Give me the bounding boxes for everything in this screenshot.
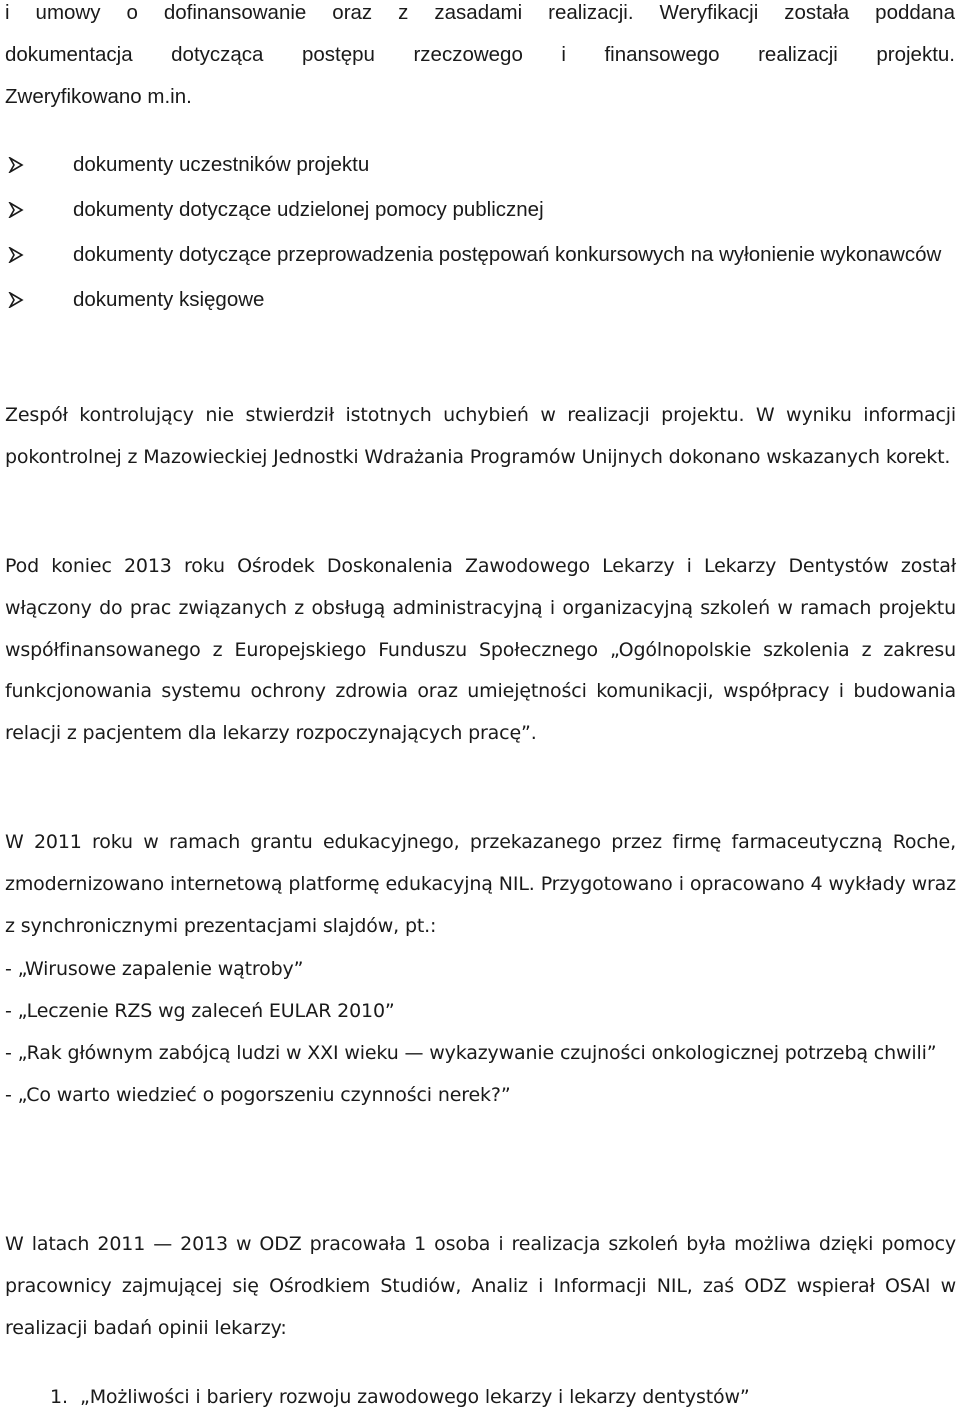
list-item xyxy=(8,189,948,234)
paragraph-text: W 2011 roku w ramach grantu edukacyjnego, przekazanego przez firmę farmaceutyczną Roche, zmodernizowano internetową platformę edukacyjną NIL. Przygotowano i opracowano 4 wykłady wraz z synchronicznymi prezentacjami slajdów, pt.: xyxy=(5,831,956,937)
lecture-item: - „Rak głównym zabójcą ludzi w XXI wieku — wykazywanie czujności onkologicznej potrzebą chwili” xyxy=(5,1042,937,1064)
paragraph-control-result xyxy=(5,395,956,479)
list-item xyxy=(8,234,948,279)
lecture-item: - „Wirusowe zapalenie wątroby” xyxy=(5,958,304,980)
bullet-text: dokumenty uczestników projektu xyxy=(73,153,370,176)
intro-paragraph xyxy=(5,0,955,118)
paragraph-osai xyxy=(5,1224,956,1349)
intro-line-1: i umowy o dofinansowanie oraz z zasadami realizacji. Weryfikacji została poddana xyxy=(5,1,955,24)
lecture-item: - „Leczenie RZS wg zaleceń EULAR 2010” xyxy=(5,1000,395,1022)
list-item xyxy=(8,144,948,189)
paragraph-text: Zespół kontrolujący nie stwierdził istotnych uchybień w realizacji projektu. W wyniku informacji pokontrolnej z Mazowieckiej Jednostki Wdrażania Programów Unijnych dokonano wskazanych korekt. xyxy=(5,404,956,468)
bullet-text: dokumenty dotyczące udzielonej pomocy publicznej xyxy=(73,198,544,221)
paragraph-text: Pod koniec 2013 roku Ośrodek Doskonalenia Zawodowego Lekarzy i Lekarzy Dentystów został włączony do prac związanych z obsługą administracyjną i organizacyjną szkoleń w ramach projektu współfinansowanego z Europejskiego Funduszu Społecznego „Ogólnopolskie szkolenia z zakresu funkcjonowania systemu ochrony zdrowia oraz umiejętności komunikacji, współpracy i budowania relacji z pacjentem dla lekarzy rozpoczynających pracę”. xyxy=(5,555,956,745)
paragraph-odz-project xyxy=(5,546,956,755)
paragraph-roche-grant xyxy=(5,822,956,947)
intro-line-3: Zweryfikowano m.in. xyxy=(5,85,192,108)
arrowhead-right-icon xyxy=(8,234,73,279)
arrowhead-right-icon xyxy=(8,189,73,234)
intro-line-2: dokumentacja dotycząca postępu rzeczowego i finansowego realizacji projektu. xyxy=(5,43,955,66)
bullet-text: dokumenty księgowe xyxy=(73,288,265,311)
list-number: 1. xyxy=(50,1386,68,1408)
arrowhead-right-icon xyxy=(8,279,73,324)
lecture-list xyxy=(5,948,956,1116)
lecture-item: - „Co warto wiedzieć o pogorszeniu czynności nerek?” xyxy=(5,1084,511,1106)
arrowhead-right-icon xyxy=(8,144,73,189)
list-item xyxy=(8,279,948,324)
list-item-text: „Możliwości i bariery rozwoju zawodowego lekarzy i lekarzy dentystów” xyxy=(80,1386,750,1408)
paragraph-text: W latach 2011 — 2013 w ODZ pracowała 1 osoba i realizacja szkoleń była możliwa dzięki pomocy pracownicy zajmującej się Ośrodkiem Studiów, Analiz i Informacji NIL, zaś ODZ wspierał OSAI w realizacji badań opinii lekarzy: xyxy=(5,1233,956,1339)
bullet-list xyxy=(8,144,948,324)
bullet-text: dokumenty dotyczące przeprowadzenia postępowań konkursowych na wyłonienie wykonawców xyxy=(73,243,942,266)
